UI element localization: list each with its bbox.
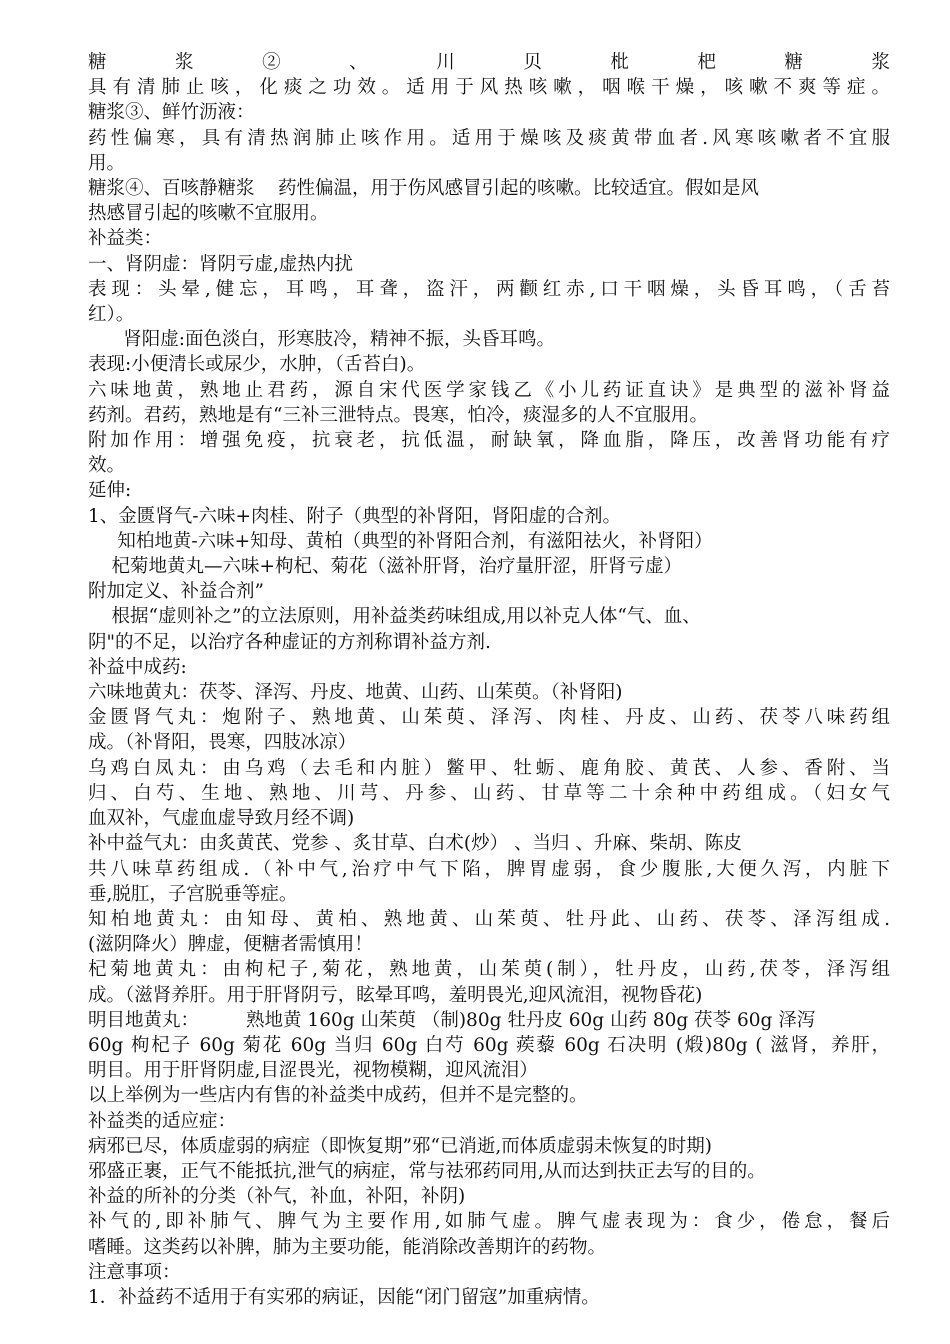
text-line: 表现:小便清长或尿少，水肿，（舌苔白)。 <box>88 354 426 376</box>
text-line: 补益类的适应症： <box>88 1110 237 1132</box>
text-line: 杞菊地黄丸：由枸杞子,菊花，熟地黄，山茱萸(制），牡丹皮，山药,茯苓，泽泻组 <box>88 959 890 981</box>
text-line: 药剂。君药，熟地是有“三补三泄特点。畏寒，怕冷，痰湿多的人不宜服用。 <box>88 404 708 426</box>
text-line: 成。（滋肾养肝。用于肝肾阴亏，眩晕耳鸣，羞明畏光,迎风流泪，视物昏花) <box>88 984 703 1006</box>
text-line: 归、白芍、生地、熟地、川芎、丹参、山药、甘草等二十余种中药组成。（妇女气 <box>88 782 890 804</box>
text-line: 杞菊地黄丸—六味+枸杞、菊花（滋补肝肾，治疗量肝涩，肝肾亏虚） <box>88 556 683 578</box>
text-line: 阴"的不足，以治疗各种虚证的方剂称谓补益方剂. <box>88 631 491 653</box>
text-line: 补气的,即补肺气、脾气为主要作用,如肺气虚。脾气虚表现为：食少，倦怠，餐后 <box>88 1211 890 1233</box>
text-line: 附加作用：增强免疫，抗衰老，抗低温，耐缺氧，降血脂，降压，改善肾功能有疗 <box>88 430 890 452</box>
text-line: 共八味草药组成.（补中气,治疗中气下陷，脾胃虚弱，食少腹胀,大便久泻，内脏下 <box>88 858 890 880</box>
text-line: 以上举例为一些店内有售的补益类中成药，但并不是完整的。 <box>88 1085 588 1107</box>
text-line: 知柏地黄-六味+知母、黄柏（典型的补肾阳合剂，有滋阳祛火，补肾阳） <box>88 530 713 552</box>
text-line: (滋阴降火）脾虚，便糖者需慎用！ <box>88 934 373 956</box>
text-line: 嗜睡。这类药以补脾，肺为主要功能，能消除改善期许的药物。 <box>88 1236 607 1258</box>
text-line: 明目地黄丸： 熟地黄 160g 山茱萸 （制)80g 牡丹皮 60g 山药 80g 茯苓 60g 泽泻 <box>88 1009 816 1031</box>
text-line: 肾阳虚:面色淡白，形寒肢冷，精神不振，头昏耳鸣。 <box>88 329 556 351</box>
text-line: 糖浆④、百咳静糖浆 药性偏温，用于伤风感冒引起的咳嗽。比较适宜。假如是风 <box>88 178 760 200</box>
text-line: 金匮肾气丸：炮附子、熟地黄、山茱萸、泽泻、肉桂、丹皮、山药、茯苓八味药组 <box>88 707 890 729</box>
text-line: 糖浆②、川贝枇杷糖浆 <box>88 52 890 73</box>
text-line: 乌鸡白凤丸：由乌鸡（去毛和内脏）鳖甲、牡蛎、鹿角胶、黄芪、人参、香附、当 <box>88 757 890 779</box>
text-line: 明目。用于肝肾阴虚,目涩畏光，视物模糊，迎风流泪） <box>88 1060 538 1082</box>
text-line: 垂,脱肛，子宫脱垂等症。 <box>88 883 298 905</box>
text-line: 注意事项： <box>88 1261 181 1283</box>
text-line: 用。 <box>88 152 126 174</box>
text-line: 热感冒引起的咳嗽不宜服用。 <box>88 203 329 225</box>
text-line: 邪盛正裹，正气不能抵抗,泄气的病症，常与祛邪药同用,从而达到扶正去写的目的。 <box>88 1160 766 1182</box>
text-line: 红）。 <box>88 304 135 326</box>
text-line: 具有清肺止咳，化痰之功效。适用于风热咳嗽，咽喉干燥，咳嗽不爽等症。 <box>88 77 890 99</box>
text-line: 1．补益药不适用于有实邪的病证，因能“闭门留寇”加重病情。 <box>88 1286 600 1308</box>
text-line: 1、金匮肾气-六味+肉桂、附子（典型的补肾阳，肾阳虚的合剂。 <box>88 505 622 527</box>
text-line: 根据“虚则补之”的立法原则，用补益类药味组成,用以补克人体“气、血、 <box>88 606 701 628</box>
text-line: 表现：头晕,健忘，耳鸣，耳聋，盗汗，两颧红赤,口干咽燥，头昏耳鸣，（舌苔 <box>88 278 890 300</box>
text-line: 知柏地黄丸：由知母、黄柏、熟地黄、山茱萸、牡丹此、山药、茯苓、泽泻组成. <box>88 908 890 930</box>
text-line: 延伸: <box>88 480 132 502</box>
text-line: 一、肾阴虚：肾阴亏虚,虚热内扰 <box>88 253 353 275</box>
text-line: 血双补，气虚血虚导致月经不调) <box>88 808 355 830</box>
text-line: 附加定义、补益合剂” <box>88 581 264 603</box>
text-line: 糖浆③、鲜竹沥液： <box>88 102 255 124</box>
text-line: 补益的所补的分类（补气，补血，补阳，补阴) <box>88 1186 466 1208</box>
text-line: 补益中成药: <box>88 656 187 678</box>
text-line: 补益类： <box>88 228 163 250</box>
text-line: 效。 <box>88 455 126 477</box>
text-line: 药性偏寒，具有清热润肺止咳作用。适用于燥咳及痰黄带血者.风寒咳嗽者不宜服 <box>88 127 890 149</box>
text-line: 六味地黄，熟地止君药，源自宋代医学家钱乙《小儿药证直诀》是典型的滋补肾益 <box>88 379 890 401</box>
text-line: 60g 枸杞子 60g 菊花 60g 当归 60g 白芍 60g 蒺藜 60g 石决明 (煅)80g ( 滋肾，养肝， <box>88 1034 890 1056</box>
text-line: 补中益气丸：由炙黄芪、党参 、炙甘草、白术(炒） 、当归 、升麻、柴胡、陈皮 <box>88 833 742 855</box>
text-line: 六味地黄丸：茯苓、泽泻、丹皮、地黄、山药、山茱萸。（补肾阳) <box>88 682 623 704</box>
text-line: 成。（补肾阳，畏寒，四肢冰凉） <box>88 732 357 754</box>
text-line: 病邪已尽，体质虚弱的病症（即恢复期”邪“已消逝,而体质虚弱未恢复的时期) <box>88 1135 713 1157</box>
